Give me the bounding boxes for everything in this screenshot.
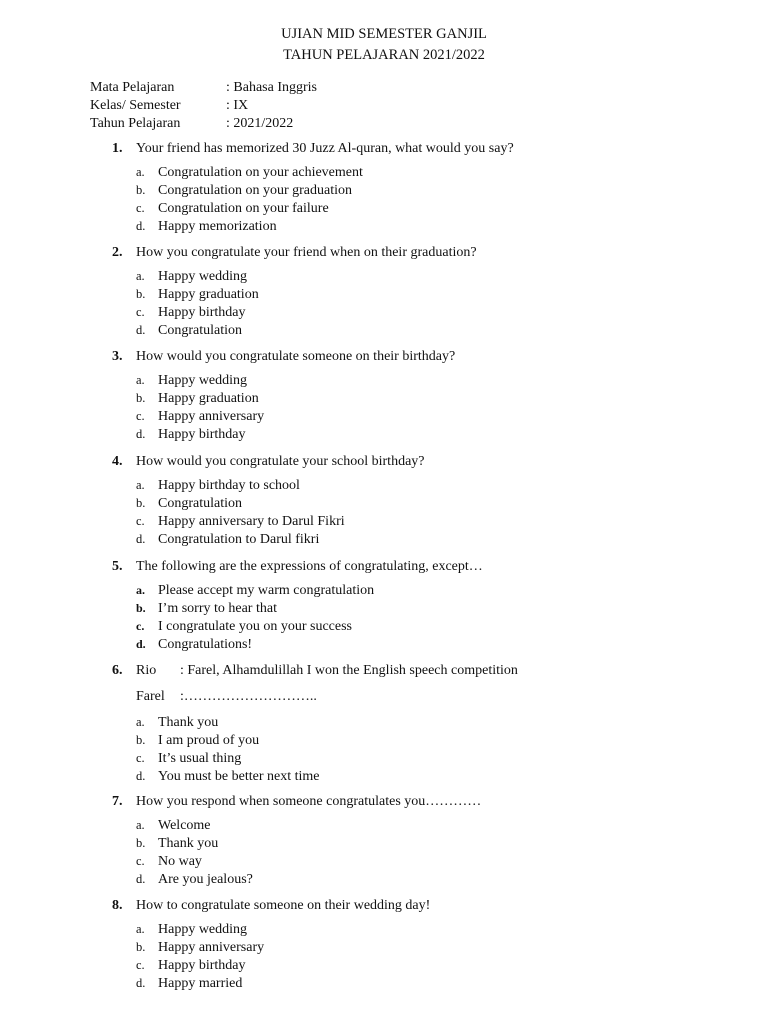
- option-letter: c.: [136, 853, 145, 868]
- option-text: Happy married: [158, 975, 243, 991]
- option-letter: a.: [136, 373, 145, 387]
- option-c: [0, 304, 768, 322]
- info-value: : IX: [226, 98, 249, 113]
- info-row-year: [90, 115, 317, 133]
- exam-title: UJIAN MID SEMESTER GANJIL: [281, 26, 487, 42]
- option-c: [0, 513, 768, 531]
- option-text: Thank you: [158, 835, 219, 851]
- option-text: No way: [158, 853, 202, 869]
- question-7: [0, 792, 768, 889]
- option-text: I’m sorry to hear that: [158, 600, 277, 616]
- option-text: Congratulations!: [158, 636, 253, 652]
- question-number: 2.: [112, 245, 123, 260]
- option-text: Congratulation to Darul fikri: [158, 531, 320, 547]
- option-b: [0, 600, 768, 618]
- option-text: Happy birthday: [158, 304, 246, 320]
- option-text: Congratulation on your achievement: [158, 165, 363, 180]
- info-row-class: [90, 97, 317, 115]
- option-c: [0, 957, 768, 975]
- info-label: Mata Pelajaran: [90, 80, 175, 95]
- option-a: [0, 921, 768, 939]
- option-text: Happy wedding: [158, 922, 248, 937]
- option-text: I am proud of you: [158, 732, 260, 748]
- dialog-speaker: Rio: [136, 663, 157, 678]
- option-letter: a.: [136, 715, 145, 729]
- option-letter: d.: [136, 975, 146, 990]
- question-3: [0, 347, 768, 444]
- option-letter: d.: [136, 531, 146, 546]
- option-letter: a.: [136, 478, 145, 492]
- option-text: Happy anniversary to Darul Fikri: [158, 513, 345, 529]
- option-letter: c.: [136, 957, 145, 972]
- option-letter: c.: [136, 618, 145, 633]
- option-letter: c.: [136, 513, 145, 528]
- option-text: Congratulation on your graduation: [158, 182, 353, 198]
- option-letter: b.: [136, 390, 146, 405]
- option-text: Thank you: [158, 715, 219, 730]
- option-letter: b.: [136, 182, 146, 197]
- question-text: How you congratulate your friend when on their graduation?: [136, 245, 477, 260]
- exam-year-title: TAHUN PELAJARAN 2021/2022: [283, 47, 485, 63]
- question-text: How would you congratulate someone on their birthday?: [136, 349, 456, 364]
- option-c: [0, 200, 768, 218]
- question-text: How to congratulate someone on their wedding day!: [136, 898, 431, 913]
- option-a: [0, 714, 768, 732]
- option-letter: a.: [136, 818, 145, 832]
- option-letter: d.: [136, 871, 146, 886]
- option-letter: b.: [136, 495, 146, 510]
- info-label: Tahun Pelajaran: [90, 116, 181, 131]
- option-text: I congratulate you on your success: [158, 618, 352, 634]
- option-a: [0, 372, 768, 390]
- option-letter: a.: [136, 583, 145, 597]
- option-d: [0, 218, 768, 236]
- option-letter: a.: [136, 269, 145, 283]
- option-a: [0, 582, 768, 600]
- option-b: [0, 939, 768, 957]
- question-1: [0, 139, 768, 236]
- option-a: [0, 477, 768, 495]
- option-a: [0, 164, 768, 182]
- option-b: [0, 495, 768, 513]
- option-letter: d.: [136, 426, 146, 441]
- option-text: Happy anniversary: [158, 408, 265, 424]
- option-b: [0, 390, 768, 408]
- option-b: [0, 732, 768, 750]
- question-number: 3.: [112, 349, 123, 364]
- option-text: Happy wedding: [158, 373, 248, 388]
- option-letter: a.: [136, 165, 145, 179]
- option-d: [0, 975, 768, 993]
- option-b: [0, 182, 768, 200]
- option-d: [0, 871, 768, 889]
- option-b: [0, 286, 768, 304]
- option-letter: b.: [136, 732, 146, 747]
- option-a: [0, 268, 768, 286]
- dialog-blank: :………………………..: [180, 689, 317, 704]
- option-text: Happy graduation: [158, 286, 259, 302]
- option-d: [0, 531, 768, 549]
- option-letter: c.: [136, 408, 145, 423]
- option-c: [0, 618, 768, 636]
- question-text: The following are the expressions of congratulating, except…: [136, 559, 483, 574]
- question-5: [0, 557, 768, 654]
- question-2: [0, 243, 768, 340]
- question-number: 7.: [112, 794, 123, 809]
- option-d: [0, 636, 768, 654]
- info-label: Kelas/ Semester: [90, 98, 181, 113]
- question-4: [0, 452, 768, 549]
- exam-info: [90, 79, 317, 133]
- option-text: Happy birthday: [158, 426, 246, 442]
- option-text: Please accept my warm congratulation: [158, 583, 375, 598]
- option-letter: c.: [136, 200, 145, 215]
- option-text: Happy birthday: [158, 957, 246, 973]
- option-c: [0, 408, 768, 426]
- info-value: : 2021/2022: [226, 116, 294, 131]
- question-8: [0, 896, 768, 993]
- option-text: Are you jealous?: [158, 871, 253, 887]
- option-text: Happy birthday to school: [158, 478, 300, 493]
- option-letter: d.: [136, 218, 146, 233]
- question-text: Your friend has memorized 30 Juzz Al-quran, what would you say?: [136, 141, 514, 156]
- question-text: How you respond when someone congratulates you…………: [136, 794, 482, 809]
- option-letter: d.: [136, 768, 146, 783]
- question-number: 5.: [112, 559, 123, 574]
- option-letter: b.: [136, 835, 146, 850]
- option-c: [0, 853, 768, 871]
- info-value: : Bahasa Inggris: [226, 80, 317, 95]
- question-number: 6.: [112, 663, 123, 678]
- option-d: [0, 426, 768, 444]
- option-letter: c.: [136, 304, 145, 319]
- question-text: How would you congratulate your school birthday?: [136, 454, 425, 469]
- option-text: Congratulation on your failure: [158, 200, 329, 216]
- option-c: [0, 750, 768, 768]
- dialog-line: : Farel, Alhamdulillah I won the English speech competition: [180, 663, 518, 678]
- option-letter: b.: [136, 939, 146, 954]
- option-text: Happy anniversary: [158, 939, 265, 955]
- option-text: Welcome: [158, 818, 211, 833]
- question-number: 4.: [112, 454, 123, 469]
- option-letter: b.: [136, 286, 146, 301]
- dialog-speaker: Farel: [136, 689, 165, 704]
- option-text: Congratulation: [158, 322, 242, 338]
- info-row-subject: [90, 79, 317, 97]
- option-d: [0, 322, 768, 340]
- option-d: [0, 768, 768, 786]
- option-a: [0, 817, 768, 835]
- option-letter: b.: [136, 600, 146, 615]
- option-text: Happy graduation: [158, 390, 259, 406]
- option-letter: d.: [136, 322, 146, 337]
- option-text: You must be better next time: [158, 768, 320, 784]
- option-text: Congratulation: [158, 495, 242, 511]
- option-letter: c.: [136, 750, 145, 765]
- option-b: [0, 835, 768, 853]
- question-number: 1.: [112, 141, 123, 156]
- option-letter: d.: [136, 636, 146, 651]
- option-letter: a.: [136, 922, 145, 936]
- option-text: It’s usual thing: [158, 750, 242, 766]
- option-text: Happy memorization: [158, 218, 277, 234]
- question-number: 8.: [112, 898, 123, 913]
- question-6: [0, 661, 768, 786]
- option-text: Happy wedding: [158, 269, 248, 284]
